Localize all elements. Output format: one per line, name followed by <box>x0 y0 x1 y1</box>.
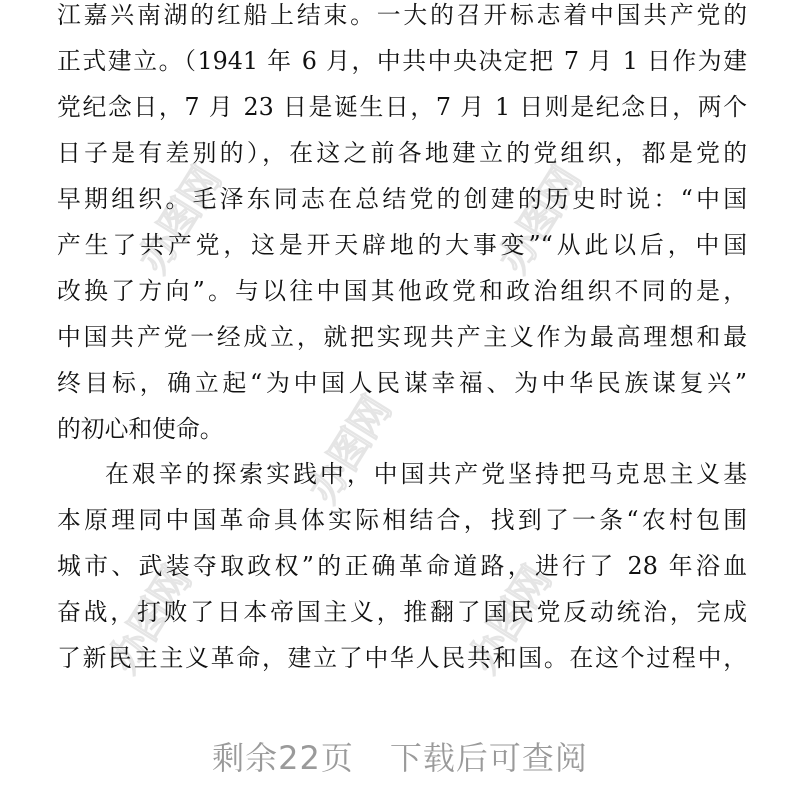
text-line: 在艰辛的探索实践中，中国共产党坚持把马克思主义基 <box>105 460 747 488</box>
text-line: 日子是有差别的），在这之前各地建立的党组织，都是党的 <box>57 139 747 167</box>
text-line: 江嘉兴南湖的红船上结束。一大的召开标志着中国共产党的 <box>57 1 747 29</box>
text-line: 产生了共产党，这是开天辟地的大事变”“从此以后，中国 <box>57 231 747 259</box>
text-line: 本原理同中国革命具体实际相结合，找到了一条“农村包围 <box>57 506 747 534</box>
text-line: 早期组织。毛泽东同志在总结党的创建的历史时说：“中国 <box>57 185 747 213</box>
download-to-view-notice[interactable] <box>0 734 800 782</box>
watermark: 办图网 <box>100 559 200 681</box>
watermark: 办图网 <box>490 159 590 281</box>
text-line: 城市、武装夺取政权”的正确革命道路，进行了 28 年浴血 <box>57 552 747 580</box>
watermark: 办图网 <box>460 559 560 681</box>
text-line: 正式建立。（1941 年 6 月，中共中央决定把 7 月 1 日作为建 <box>57 47 747 75</box>
text-line: 党纪念日，7 月 23 日是诞生日，7 月 1 日则是纪念日，两个 <box>57 93 747 121</box>
watermark: 办图网 <box>130 159 230 281</box>
text-line: 奋战，打败了日本帝国主义，推翻了国民党反动统治，完成 <box>57 598 747 626</box>
text-line: 了新民主主义革命，建立了中华人民共和国。在这个过程中， <box>57 644 747 672</box>
text-line: 中国共产党一经成立，就把实现共产主义作为最高理想和最 <box>57 323 747 351</box>
text-line: 终目标，确立起“为中国人民谋幸福、为中华民族谋复兴” <box>57 369 747 397</box>
download-prompt-label: 下载后可查阅 <box>389 739 588 777</box>
watermark: 办图网 <box>300 389 400 511</box>
remaining-pages-label: 剩余22页 <box>212 739 354 777</box>
text-line: 的初心和使命。 <box>57 415 224 443</box>
text-line: 改换了方向”。与以往中国其他政党和政治组织不同的是， <box>57 277 747 305</box>
